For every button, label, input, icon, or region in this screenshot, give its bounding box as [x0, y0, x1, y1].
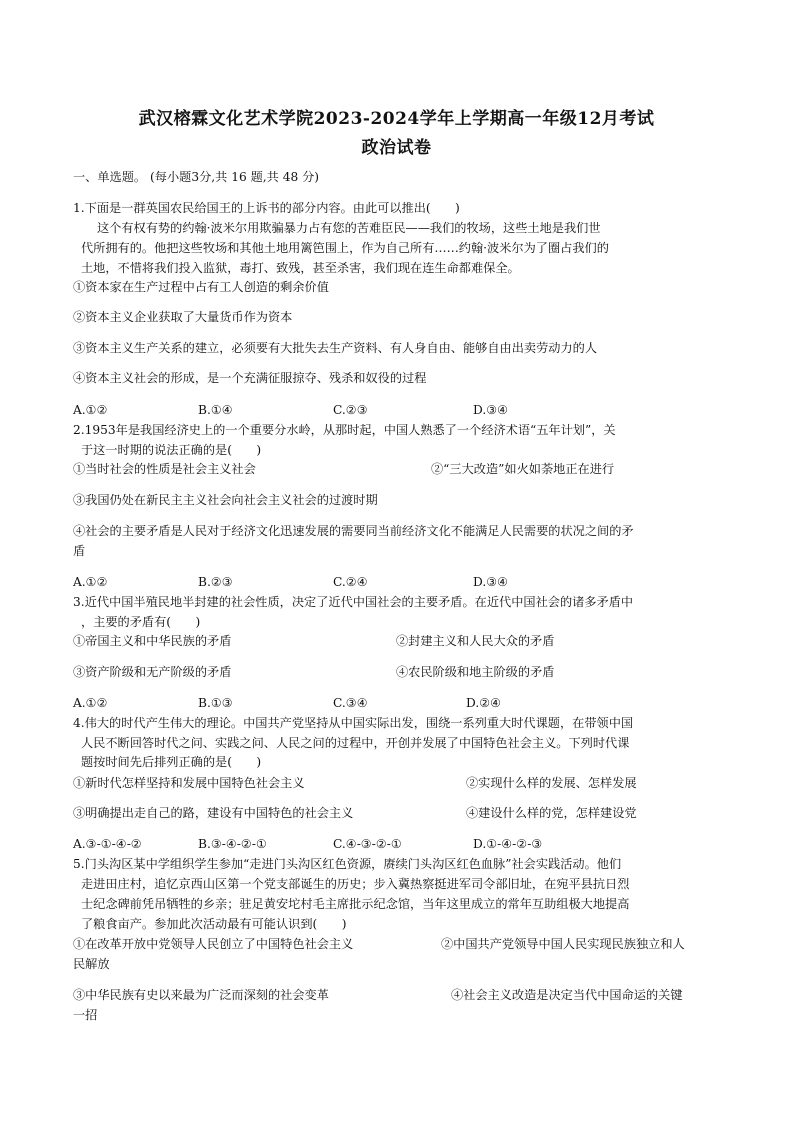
q5-stem-line3: 士纪念碑前凭吊牺牲的乡亲；驻足黄安坨村毛主席批示纪念馆，当年这里成立的常年互助组极大地提高 — [81, 897, 630, 911]
q4-statement-3: ③明确提出走自己的路，建设有中国特色的社会主义 — [73, 806, 354, 820]
q4-statement-2: ②实现什么样的发展、怎样发展 — [466, 776, 637, 790]
q4-option-c: C.④-③-②-① — [333, 837, 402, 851]
q1-passage-line1: 这个有权有势的约翰·波米尔用欺骗暴力占有您的苦难臣民——我们的牧场，这些土地是我们世 — [97, 221, 601, 235]
exam-title: 武汉榕霖文化艺术学院2023-2024学年上学期高一年级12月考试 — [138, 109, 655, 129]
q1-passage-line3: 土地，不惜将我们投入监狱，毒打、致残，甚至杀害，我们现在连生命都难保全。 — [81, 261, 520, 275]
q5-statement-2-wrap: 民解放 — [73, 957, 110, 971]
q2-statement-2: ②“三大改造”如火如荼地正在进行 — [431, 462, 615, 476]
q2-statement-4-wrap: 盾 — [73, 544, 86, 558]
q3-statement-2: ②封建主义和人民大众的矛盾 — [396, 634, 555, 648]
q5-stem-line1: 5.门头沟区某中学组织学生参加“走进门头沟区红色资源，赓续门头沟区红色血脉”社会实践活动。他们 — [73, 857, 622, 871]
q1-option-a: A.①② — [73, 403, 108, 417]
q2-option-a: A.①② — [73, 575, 108, 589]
q5-statement-4: ④社会主义改造是决定当代中国命运的关键 — [451, 988, 683, 1002]
q4-stem-line2: 人民不断回答时代之问、实践之问、人民之问的过程中，开创并发展了中国特色社会主义。下列时代课 — [81, 736, 630, 750]
q2-stem-line2: 于这一时期的说法正确的是( ) — [81, 443, 262, 457]
q3-stem-line1: 3.近代中国半殖民地半封建的社会性质，决定了近代中国社会的主要矛盾。在近代中国社会的诸多矛盾中 — [73, 595, 634, 609]
q2-option-d: D.③④ — [473, 575, 509, 589]
q2-option-c: C.②④ — [333, 575, 368, 589]
q4-option-d: D.①-④-②-③ — [473, 837, 543, 851]
q1-statement-3: ③资本主义生产关系的建立，必须要有大批失去生产资料、有人身自由、能够自由出卖劳动力的人 — [73, 341, 598, 355]
q5-statement-2: ②中国共产党领导中国人民实现民族独立和人 — [441, 937, 685, 951]
section-heading: 一、单选题。 (每小题3分,共 16 题,共 48 分) — [73, 170, 320, 184]
q4-option-a: A.③-①-④-② — [73, 837, 142, 851]
q4-statement-4: ④建设什么样的党，怎样建设党 — [466, 806, 637, 820]
q3-statement-1: ①帝国主义和中华民族的矛盾 — [73, 634, 232, 648]
q5-stem-line2: 走进田庄村，追忆京西山区第一个党支部诞生的历史；步入冀热察挺进军司令部旧址，在宛平县抗日烈 — [81, 877, 630, 891]
q5-statement-1: ①在改革开放中党领导人民创立了中国特色社会主义 — [73, 937, 354, 951]
q1-statement-1: ①资本家在生产过程中占有工人创造的剩余价值 — [73, 280, 329, 294]
q3-option-b: B.①③ — [198, 696, 233, 710]
q5-stem-line4: 了粮食亩产。参加此次活动最有可能认识到( ) — [81, 917, 347, 931]
q2-statement-3: ③我国仍处在新民主主义社会向社会主义社会的过渡时期 — [73, 493, 378, 507]
q1-passage-line2: 代所拥有的。他把这些牧场和其他土地用篱笆围上，作为自己所有……约翰·波米尔为了圈占我们的 — [81, 241, 609, 255]
q1-statement-4: ④资本主义社会的形成，是一个充满征服掠夺、残杀和奴役的过程 — [73, 371, 427, 385]
q4-statement-1: ①新时代怎样坚持和发展中国特色社会主义 — [73, 776, 305, 790]
q3-stem-line2: ，主要的矛盾有( ) — [81, 615, 201, 629]
q3-statement-4: ④农民阶级和地主阶级的矛盾 — [396, 665, 555, 679]
q2-option-b: B.②③ — [198, 575, 233, 589]
q1-stem: 1.下面是一群英国农民给国王的上诉书的部分内容。由此可以推出( ) — [73, 201, 460, 215]
q4-stem-line3: 题按时间先后排列正确的是( ) — [81, 755, 262, 769]
q3-option-c: C.③④ — [333, 696, 368, 710]
q2-stem-line1: 2.1953年是我国经济史上的一个重要分水岭，从那时起，中国人熟悉了一个经济术语“五年计划”，关 — [73, 423, 616, 437]
q1-statement-2: ②资本主义企业获取了大量货币作为资本 — [73, 310, 293, 324]
q4-stem-line1: 4.伟大的时代产生伟大的理论。中国共产党坚持从中国实际出发，围绕一系列重大时代课题，在带领中国 — [73, 716, 634, 730]
q3-option-d: D.②④ — [466, 696, 502, 710]
exam-subtitle: 政治试卷 — [361, 138, 432, 158]
q2-statement-1: ①当时社会的性质是社会主义社会 — [73, 462, 256, 476]
q3-option-a: A.①② — [73, 696, 108, 710]
q4-option-b: B.③-④-②-① — [198, 837, 267, 851]
q5-statement-3: ③中华民族有史以来最为广泛而深刻的社会变革 — [73, 988, 329, 1002]
q1-option-c: C.②③ — [333, 403, 368, 417]
q2-statement-4: ④社会的主要矛盾是人民对于经济文化迅速发展的需要同当前经济文化不能满足人民需要的状况之间的矛 — [73, 524, 634, 538]
q1-option-d: D.③④ — [473, 403, 509, 417]
q1-option-b: B.①④ — [198, 403, 233, 417]
q3-statement-3: ③资产阶级和无产阶级的矛盾 — [73, 665, 232, 679]
q5-statement-4-wrap: 一招 — [73, 1008, 98, 1022]
